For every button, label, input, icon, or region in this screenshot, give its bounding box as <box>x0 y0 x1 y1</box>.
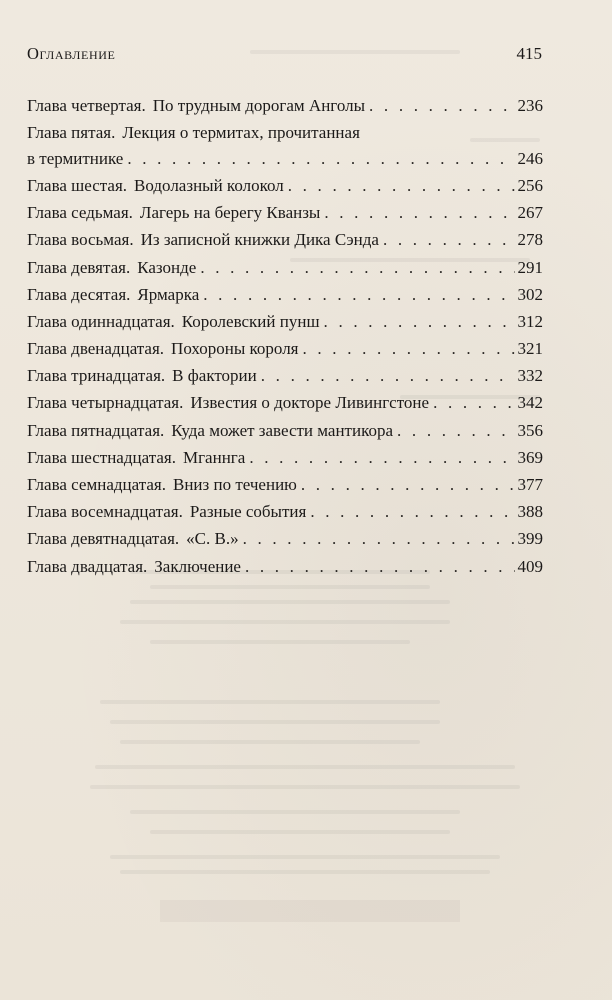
page-number: 388 <box>517 502 543 522</box>
leader-dots <box>324 200 514 226</box>
bleed-through-line <box>120 620 450 624</box>
page-number: 291 <box>517 257 543 277</box>
chapter-title: В фактории <box>172 366 257 386</box>
chapter-title: Водолазный колокол <box>134 175 284 195</box>
chapter-title: Похороны короля <box>171 339 299 359</box>
page-number: 312 <box>517 311 543 331</box>
bleed-through-line <box>150 830 450 834</box>
page-number: 236 <box>517 96 543 115</box>
toc-entry[interactable] <box>27 120 543 171</box>
leader-dots <box>324 309 515 335</box>
chapter-label: Глава девятая. <box>27 257 131 277</box>
toc-entry[interactable] <box>27 418 543 444</box>
toc-entry[interactable] <box>27 363 543 389</box>
leader-dots <box>310 499 514 525</box>
leader-dots <box>397 418 514 444</box>
chapter-label: Глава четырнадцатая. <box>27 393 184 413</box>
toc-entry[interactable] <box>27 526 543 552</box>
toc-entry[interactable] <box>27 93 543 119</box>
chapter-label: Глава девятнадцатая. <box>27 529 180 549</box>
chapter-title: Лагерь на берегу Кванзы <box>139 203 321 223</box>
leader-dots <box>301 472 515 498</box>
page-number: 369 <box>517 447 543 467</box>
chapter-label: Глава пятая. <box>27 123 116 143</box>
toc-entry[interactable] <box>27 227 543 253</box>
bleed-through-barcode <box>160 900 460 922</box>
leader-dots <box>369 93 514 119</box>
leader-dots <box>203 282 514 308</box>
bleed-through-line <box>110 720 440 724</box>
bleed-through-line <box>150 585 430 589</box>
leader-dots <box>288 173 515 199</box>
leader-dots <box>383 227 515 253</box>
chapter-title: Известия о докторе Ливингстоне <box>190 393 430 413</box>
page-number: 399 <box>517 529 543 549</box>
bleed-through-line <box>120 740 420 744</box>
toc-entry[interactable] <box>27 255 543 281</box>
chapter-title: Вниз по течению <box>172 475 297 495</box>
toc-entry[interactable] <box>27 499 543 525</box>
chapter-title: Казонде <box>137 257 197 277</box>
page-number: 409 <box>517 556 543 576</box>
bleed-through-line <box>90 785 520 789</box>
chapter-label: Глава восемнадцатая. <box>27 502 183 522</box>
page-number: 332 <box>517 366 543 386</box>
toc-entry[interactable] <box>27 173 543 199</box>
page-number: 246 <box>517 148 543 168</box>
page-number: 302 <box>517 284 543 304</box>
header-title: Оглавление <box>27 44 116 63</box>
page-number: 267 <box>517 203 543 223</box>
chapter-title-continued: в термитнике <box>27 148 124 168</box>
leader-dots <box>261 363 515 389</box>
bleed-through-line <box>130 600 450 604</box>
toc-entry[interactable] <box>27 282 543 308</box>
table-of-contents <box>27 93 543 581</box>
chapter-title: Куда может завести мантикора <box>171 420 394 440</box>
page-number: 356 <box>517 420 543 440</box>
chapter-title: Из записной книжки Дика Сэнда <box>140 230 379 250</box>
toc-entry[interactable] <box>27 200 543 226</box>
leader-dots <box>249 445 514 471</box>
leader-dots <box>127 146 514 172</box>
toc-entry[interactable] <box>27 309 543 335</box>
toc-entry[interactable] <box>27 554 543 580</box>
bleed-through-line <box>130 810 460 814</box>
chapter-label: Глава двенадцатая. <box>27 339 165 359</box>
bleed-through-line <box>120 870 490 874</box>
toc-entry[interactable] <box>27 336 543 362</box>
running-header <box>27 44 542 68</box>
page-number: 256 <box>517 175 543 195</box>
page-number: 377 <box>517 475 543 495</box>
chapter-title: Разные события <box>189 502 307 522</box>
page-number: 342 <box>517 393 543 413</box>
chapter-title: Лекция о термитах, прочитанная <box>122 123 360 143</box>
leader-dots <box>433 390 514 416</box>
page-number: 321 <box>517 339 543 359</box>
chapter-title: Заключение <box>154 556 241 576</box>
bleed-through-line <box>110 855 500 859</box>
leader-dots <box>245 554 515 580</box>
chapter-label: Глава семнадцатая. <box>27 475 166 495</box>
chapter-title: «С. В.» <box>186 529 239 549</box>
chapter-title: Королевский пунш <box>181 311 320 331</box>
chapter-label: Глава четвертая. <box>27 96 146 115</box>
chapter-title: Ярмарка <box>137 284 200 304</box>
chapter-label: Глава тринадцатая. <box>27 366 166 386</box>
chapter-label: Глава шестая. <box>27 175 128 195</box>
toc-entry[interactable] <box>27 390 543 416</box>
chapter-label: Глава двадцатая. <box>27 556 148 576</box>
toc-entry[interactable] <box>27 445 543 471</box>
chapter-title: Мганнга <box>182 447 246 467</box>
bleed-through-line <box>95 765 515 769</box>
chapter-label: Глава десятая. <box>27 284 131 304</box>
toc-entry[interactable] <box>27 472 543 498</box>
leader-dots <box>303 336 515 362</box>
bleed-through-line <box>150 640 410 644</box>
chapter-label: Глава седьмая. <box>27 203 133 223</box>
page-number: 278 <box>517 230 543 250</box>
leader-dots <box>200 255 514 281</box>
chapter-label: Глава одиннадцатая. <box>27 311 175 331</box>
leader-dots <box>243 526 515 552</box>
chapter-label: Глава пятнадцатая. <box>27 420 165 440</box>
header-page-number: 415 <box>516 44 542 63</box>
chapter-label: Глава шестнадцатая. <box>27 447 176 467</box>
bleed-through-line <box>100 700 440 704</box>
chapter-label: Глава восьмая. <box>27 230 134 250</box>
chapter-title: По трудным дорогам Анголы <box>152 96 366 115</box>
